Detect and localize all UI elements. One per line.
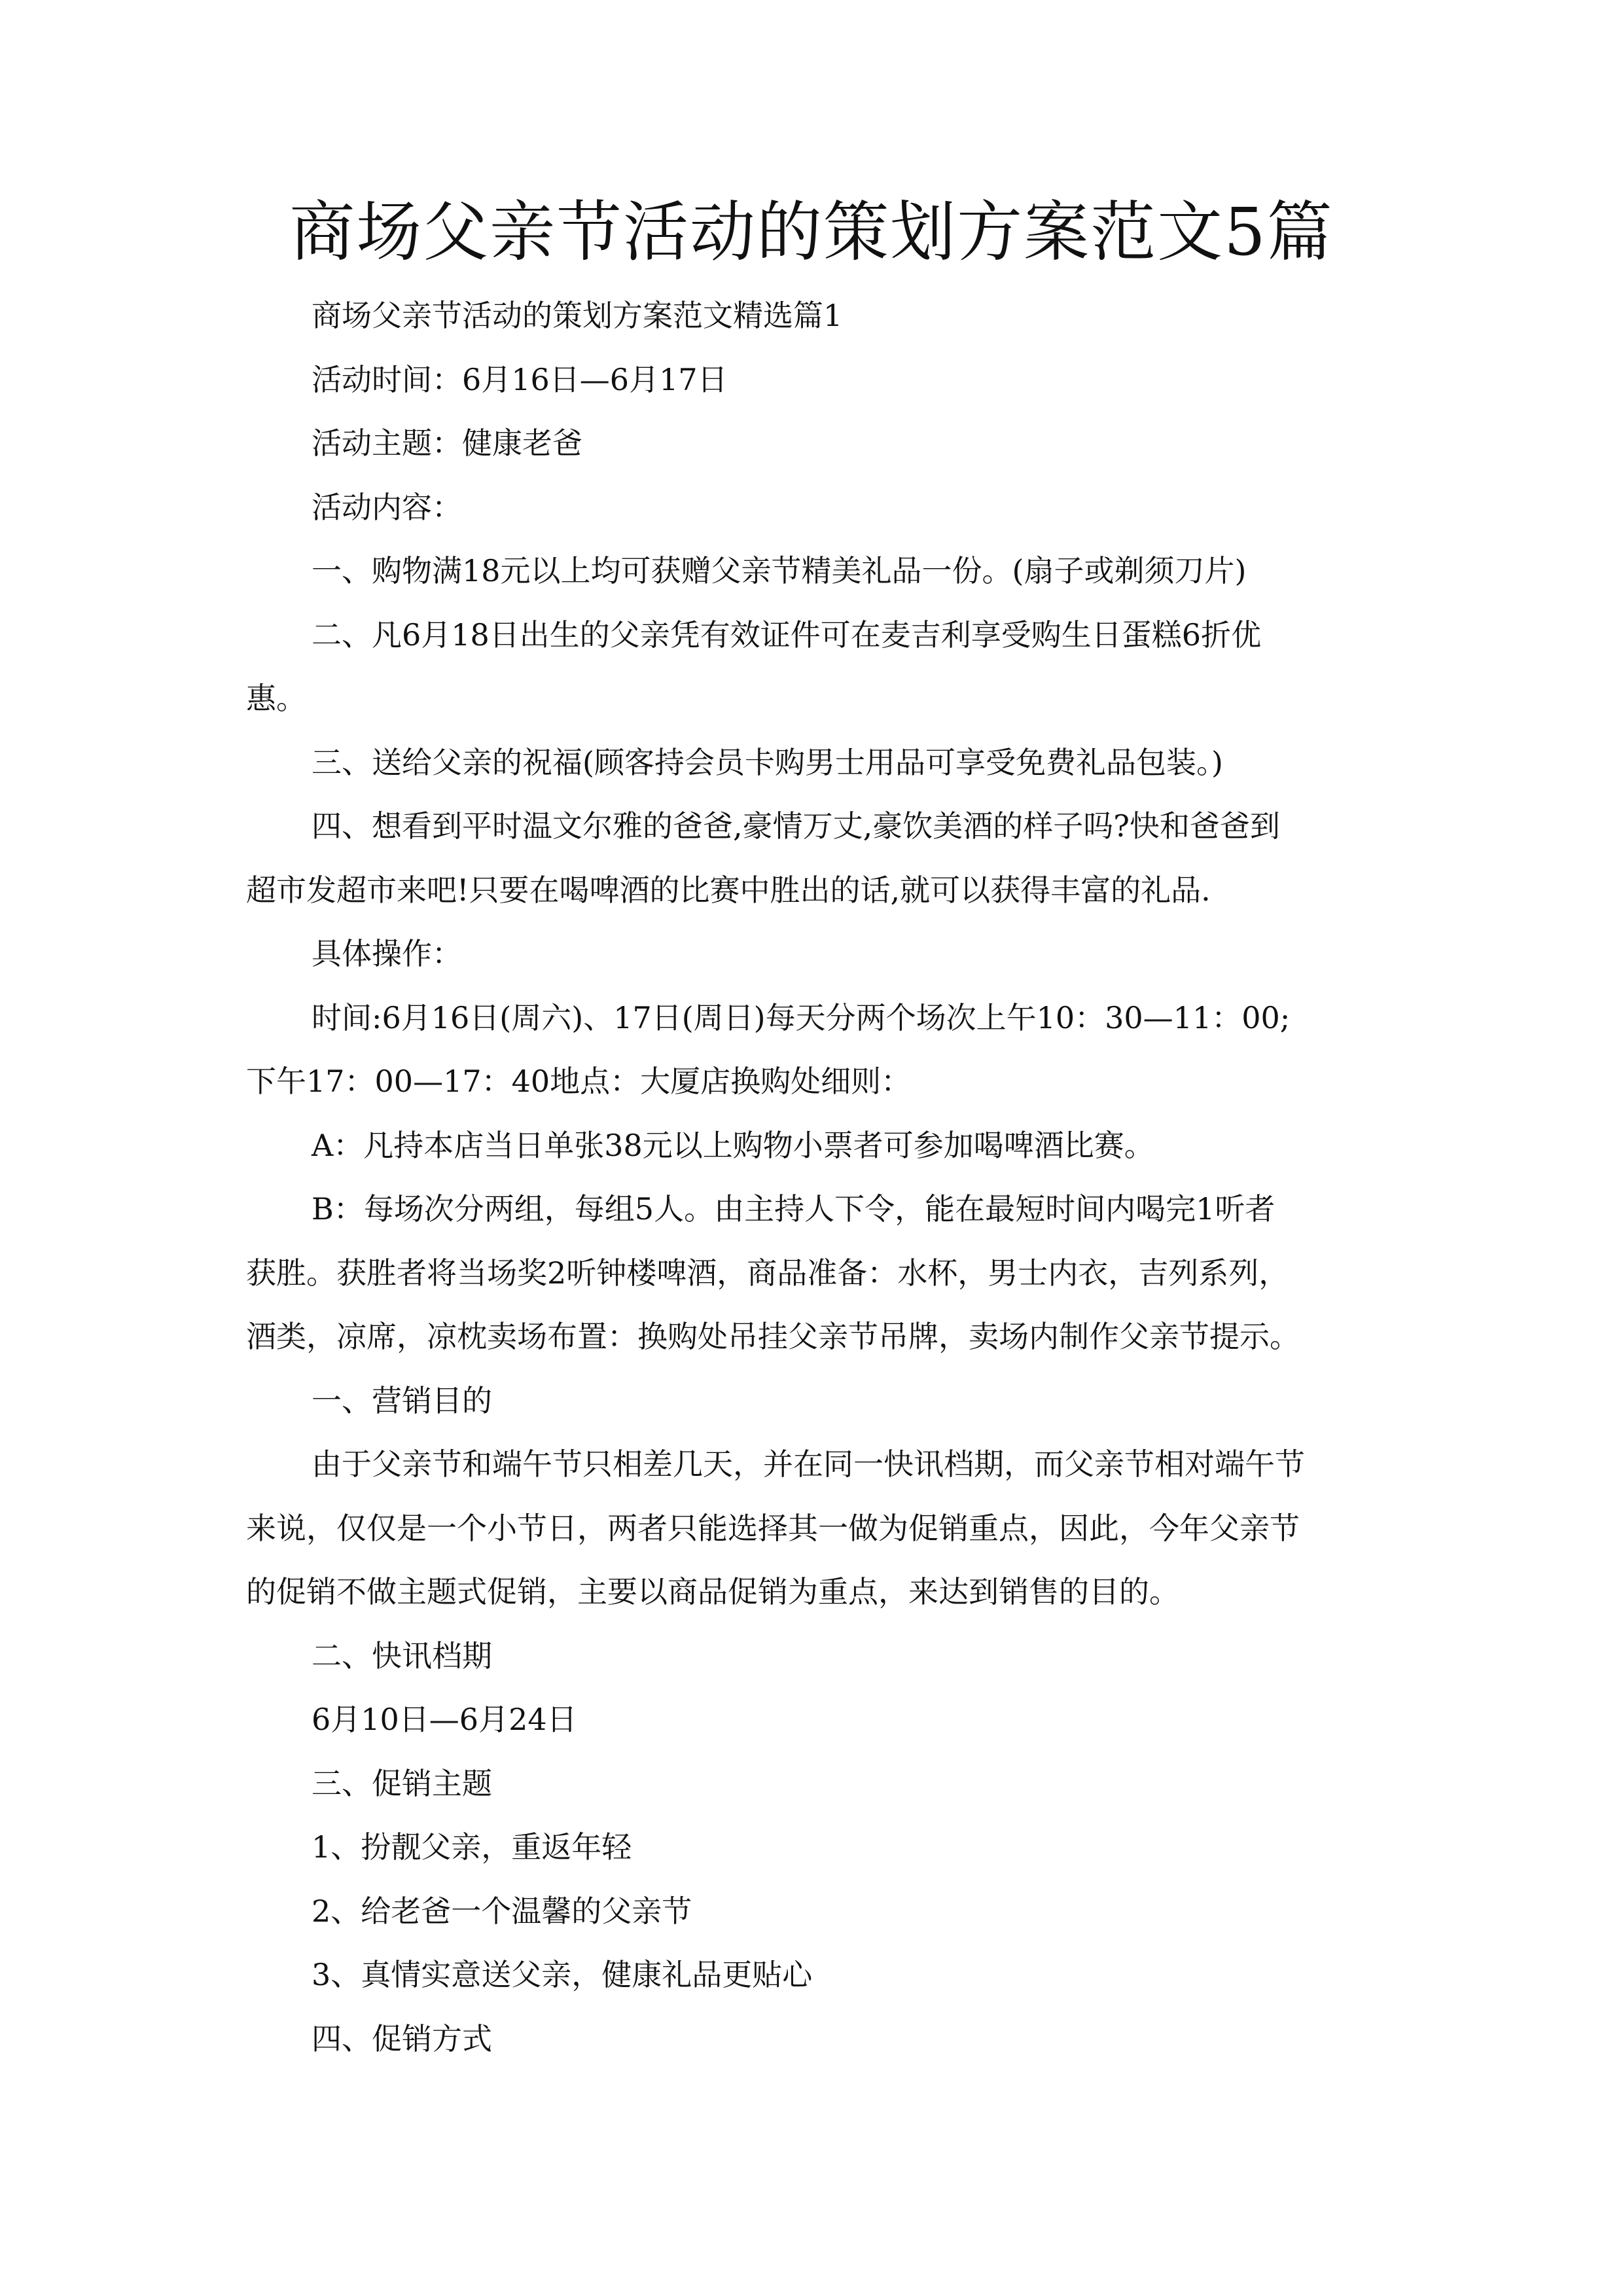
document-title: 商场父亲节活动的策划方案范文5篇 [289,194,1334,270]
paragraph-first-line: 商场父亲节活动的策划方案范文精选篇1 [312,298,843,333]
paragraph-first-line: 三、促销主题 [312,1765,492,1801]
paragraph-first-line: 2、给老爸一个温馨的父亲节 [312,1893,692,1929]
paragraph-first-line: 二、快讯档期 [312,1638,492,1674]
paragraph-first-line: 四、促销方式 [312,2020,492,2056]
paragraph-continuation-line: 酒类，凉席，凉枕卖场布置：换购处吊挂父亲节吊牌，卖场内制作父亲节提示。 [246,1319,1300,1354]
paragraph-first-line: 四、想看到平时温文尔雅的爸爸,豪情万丈,豪饮美酒的样子吗?快和爸爸到 [312,808,1280,844]
paragraph-first-line: A：凡持本店当日单张38元以上购物小票者可参加喝啤酒比赛。 [312,1127,1154,1163]
paragraph-continuation-line: 获胜。获胜者将当场奖2听钟楼啤酒，商品准备：水杯，男士内衣，吉列系列， [246,1255,1289,1291]
paragraph-first-line: 由于父亲节和端午节只相差几天，并在同一快讯档期，而父亲节相对端午节 [312,1446,1305,1482]
paragraph-first-line: 一、营销目的 [312,1382,492,1418]
paragraph-first-line: 具体操作： [312,936,462,971]
paragraph-continuation-line: 超市发超市来吧!只要在喝啤酒的比赛中胜出的话,就可以获得丰富的礼品. [246,872,1211,908]
paragraph-first-line: B：每场次分两组，每组5人。由主持人下令，能在最短时间内喝完1听者 [312,1191,1275,1227]
paragraph-continuation-line: 来说，仅仅是一个小节日，两者只能选择其一做为促销重点，因此，今年父亲节 [246,1510,1300,1546]
paragraph-first-line: 三、送给父亲的祝福(顾客持会员卡购男士用品可享受免费礼品包装。) [312,744,1223,780]
paragraph-first-line: 1、扮靓父亲，重返年轻 [312,1829,632,1865]
paragraph-continuation-line: 的促销不做主题式促销，主要以商品促销为重点，来达到销售的目的。 [246,1574,1179,1609]
paragraph-first-line: 3、真情实意送父亲，健康礼品更贴心 [312,1957,813,1992]
paragraph-continuation-line: 下午17：00—17：40地点：大厦店换购处细则： [246,1064,912,1099]
paragraph-first-line: 活动主题：健康老爸 [312,425,582,461]
paragraph-continuation-line: 惠。 [246,681,306,716]
paragraph-first-line: 一、购物满18元以上均可获赠父亲节精美礼品一份。(扇子或剃须刀片) [312,553,1247,588]
paragraph-first-line: 时间:6月16日(周六)、17日(周日)每天分两个场次上午10：30—11：00; [312,999,1291,1035]
paragraph-first-line: 活动内容： [312,489,462,525]
paragraph-first-line: 二、凡6月18日出生的父亲凭有效证件可在麦吉利享受购生日蛋糕6折优 [312,617,1262,653]
paragraph-first-line: 活动时间：6月16日—6月17日 [312,361,728,397]
paragraph-first-line: 6月10日—6月24日 [312,1702,577,1737]
